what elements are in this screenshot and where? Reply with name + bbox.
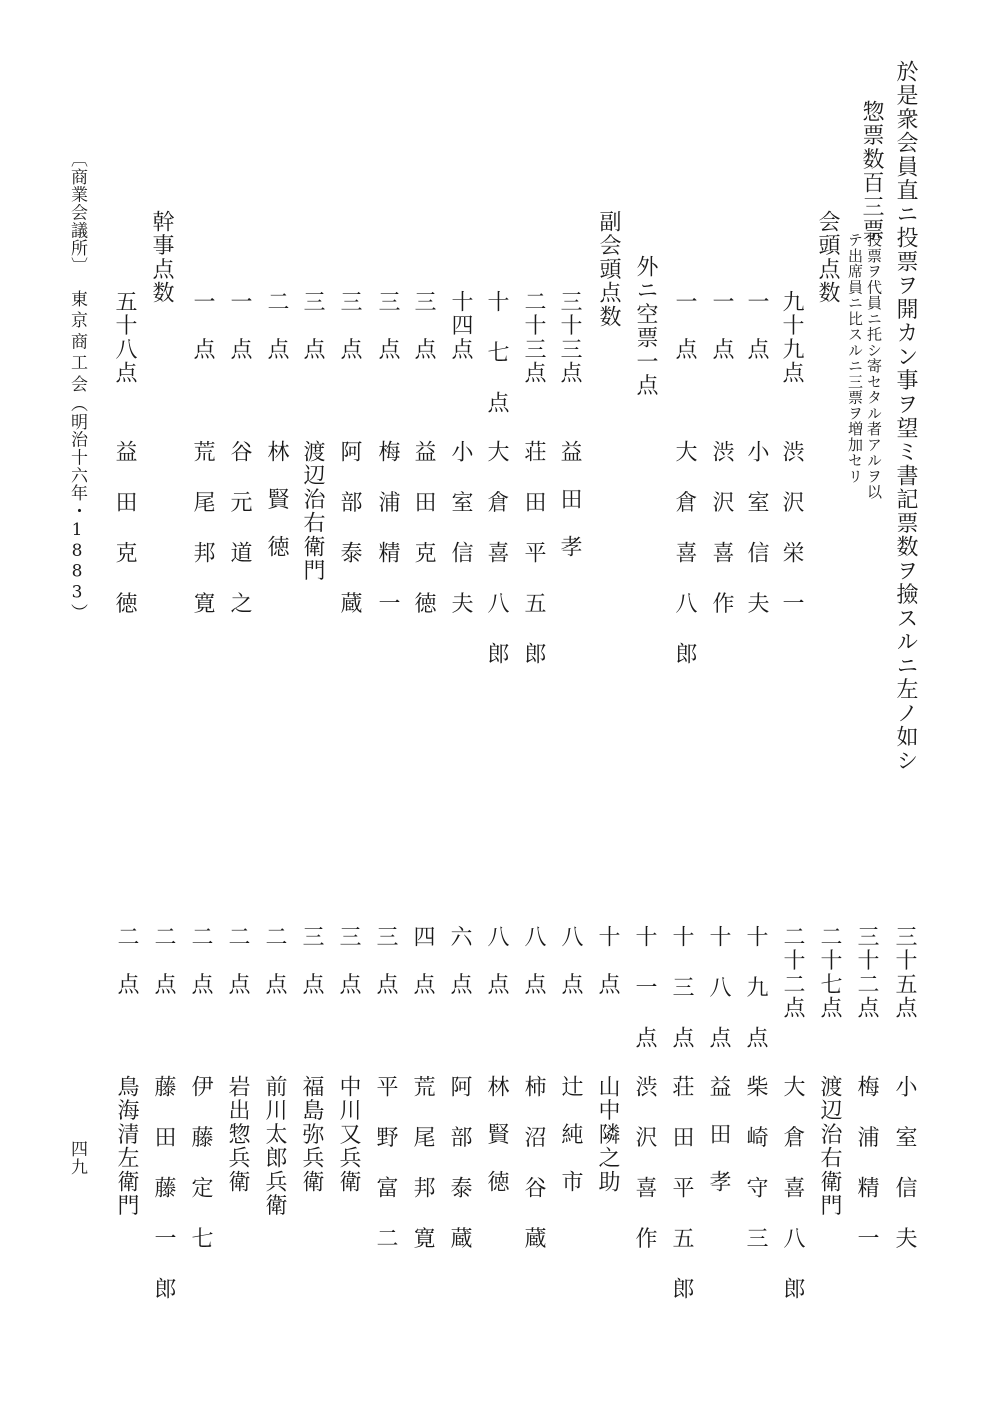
vote-points: 十四点 [448, 290, 473, 362]
vote-points: 八 点 [521, 925, 546, 997]
candidate-name: 荘 田 平 五 郎 [669, 1075, 694, 1301]
candidate-name: 渋 沢 栄 一 [779, 440, 804, 616]
vote-points: 三 点 [411, 290, 436, 362]
director-heading: 幹事点数 [149, 210, 174, 306]
vote-points: 三十五点 [892, 925, 917, 1021]
note-line-1 [866, 232, 881, 500]
vote-points: 十 八 点 [706, 925, 731, 1050]
vote-points: 二十三点 [521, 290, 546, 386]
candidate-name: 福島弥兵衛 [299, 1075, 324, 1194]
vote-points: 三 点 [375, 290, 400, 362]
candidate-name: 益 田 孝 [557, 440, 582, 559]
section-label: 〔商業会議所〕 [67, 150, 87, 275]
vice-president-heading: 副会頭点数 [596, 210, 621, 329]
year-label: （明治十六年・1883） [67, 395, 87, 622]
vote-points: 六 点 [447, 925, 472, 997]
vote-points: 十 点 [595, 925, 620, 997]
candidate-name: 林 賢 徳 [484, 1075, 509, 1194]
candidate-name: 柴 崎 守 三 [743, 1075, 768, 1251]
candidate-name: 大 倉 喜 八 郎 [484, 440, 509, 666]
vote-points: 一 点 [744, 290, 769, 362]
publisher-name: 東京商工会 [67, 290, 87, 397]
candidate-name: 藤 田 藤 一 郎 [151, 1075, 176, 1301]
candidate-name: 林 賢 徳 [264, 440, 289, 559]
header-line [894, 60, 916, 773]
vote-points: 五十八点 [112, 290, 137, 386]
vote-points: 三 点 [299, 925, 324, 997]
vote-points: 八 点 [558, 925, 583, 997]
vote-points: 二 点 [262, 925, 287, 997]
note-text-1: 投票ヲ代員ニ托シ寄セタル者アルヲ以 [865, 232, 883, 500]
candidate-name: 小 室 信 夫 [448, 440, 473, 616]
candidate-name: 渡辺治右衛門 [300, 440, 325, 583]
candidate-name: 荒 尾 邦 寛 [190, 440, 215, 616]
candidate-name: 伊 藤 定 七 [188, 1075, 213, 1251]
candidate-name: 小 室 信 夫 [892, 1075, 917, 1251]
vote-points: 三 点 [373, 925, 398, 997]
candidate-name: 中川又兵衛 [336, 1075, 361, 1194]
header-text: 於是衆会員直ニ投票ヲ開カン事ヲ望ミ書記票数ヲ撿スルニ左ノ如シ [893, 60, 918, 773]
candidate-name: 渋 沢 喜 作 [632, 1075, 657, 1251]
candidate-name: 阿 部 泰 蔵 [337, 440, 362, 616]
candidate-name: 荘 田 平 五 郎 [521, 440, 546, 666]
candidate-name: 益 田 克 徳 [411, 440, 436, 616]
candidate-name: 渋 沢 喜 作 [709, 440, 734, 616]
vote-points: 二 点 [114, 925, 139, 997]
vote-points: 四 点 [410, 925, 435, 997]
total-votes-text: 惣票数百三票 [859, 100, 884, 243]
candidate-name: 阿 部 泰 蔵 [447, 1075, 472, 1251]
candidate-name: 梅 浦 精 一 [375, 440, 400, 616]
note-line-2 [847, 232, 862, 484]
candidate-name: 梅 浦 精 一 [854, 1075, 879, 1251]
candidate-name: 荒 尾 邦 寛 [410, 1075, 435, 1251]
vote-points: 三 点 [300, 290, 325, 362]
candidate-name: 岩出惣兵衛 [225, 1075, 250, 1194]
vote-points: 二 点 [151, 925, 176, 997]
vote-points: 三 点 [337, 290, 362, 362]
vote-points: 十 七 点 [484, 290, 509, 415]
vote-points: 一 点 [709, 290, 734, 362]
candidate-name: 柿 沼 谷 蔵 [521, 1075, 546, 1251]
vote-points: 三 点 [336, 925, 361, 997]
note-text-2: テ出席員ニ比スルニ三票ヲ増加セリ [846, 232, 864, 484]
footer-year [68, 395, 85, 621]
page-number: 四九 [67, 1140, 87, 1176]
candidate-name: 鳥海清左衛門 [114, 1075, 139, 1218]
total-votes [860, 100, 882, 243]
footer-publisher [68, 290, 85, 396]
candidate-name: 前川太郎兵衛 [262, 1075, 287, 1218]
vote-points: 二十二点 [780, 925, 805, 1021]
candidate-name: 益 田 克 徳 [112, 440, 137, 616]
candidate-name: 益 田 孝 [706, 1075, 731, 1194]
president-heading: 会頭点数 [815, 210, 840, 306]
vote-points: 十 三 点 [669, 925, 694, 1050]
vote-points: 八 点 [484, 925, 509, 997]
candidate-name: 大 倉 喜 八 郎 [672, 440, 697, 666]
vote-points: 三十三点 [557, 290, 582, 386]
vote-points: 十 九 点 [743, 925, 768, 1050]
candidate-name: 辻 純 市 [558, 1075, 583, 1194]
vote-points: 十 一 点 [632, 925, 657, 1050]
vote-points: 二十七点 [817, 925, 842, 1021]
candidate-name: 大 倉 喜 八 郎 [780, 1075, 805, 1301]
candidate-name: 渡辺治右衛門 [817, 1075, 842, 1218]
footer-running-head [68, 150, 85, 275]
vote-points: 二 点 [188, 925, 213, 997]
vote-points: 二 点 [225, 925, 250, 997]
vote-points: 二 点 [264, 290, 289, 362]
vote-points: 一 点 [190, 290, 215, 362]
vote-points: 一 点 [227, 290, 252, 362]
vote-points: 一 点 [672, 290, 697, 362]
vote-points: 三十二点 [854, 925, 879, 1021]
candidate-name: 谷 元 道 之 [227, 440, 252, 616]
candidate-name: 山中隣之助 [595, 1075, 620, 1194]
candidate-name: 平 野 富 二 [373, 1075, 398, 1251]
candidate-name: 小 室 信 夫 [744, 440, 769, 616]
blank-vote-note: 外ニ空票一点 [633, 255, 658, 398]
vote-points: 九十九点 [779, 290, 804, 386]
